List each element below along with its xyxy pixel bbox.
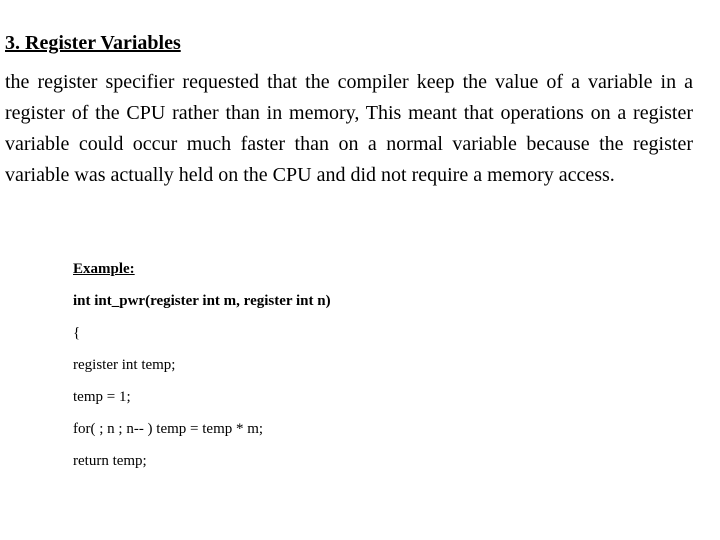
- code-line: return temp;: [73, 453, 147, 469]
- description-paragraph: the register specifier requested that the compiler keep the value of a variable in a register of the CPU rather than in memory, This meant that operations on a register variable could occur much faster than on a normal variable because the register variable was actually held on the CPU and did not require a memory access.: [5, 71, 693, 186]
- example-block: [73, 258, 673, 482]
- code-line: {: [73, 325, 81, 341]
- code-line: temp = 1;: [73, 389, 131, 405]
- code-line: for( ; n ; n-- ) temp = temp * m;: [73, 421, 264, 437]
- code-line: register int temp;: [73, 357, 176, 373]
- example-title: Example:: [73, 261, 135, 277]
- section-heading: 3. Register Variables: [5, 32, 181, 54]
- code-line: int int_pwr(register int m, register int n): [73, 293, 331, 309]
